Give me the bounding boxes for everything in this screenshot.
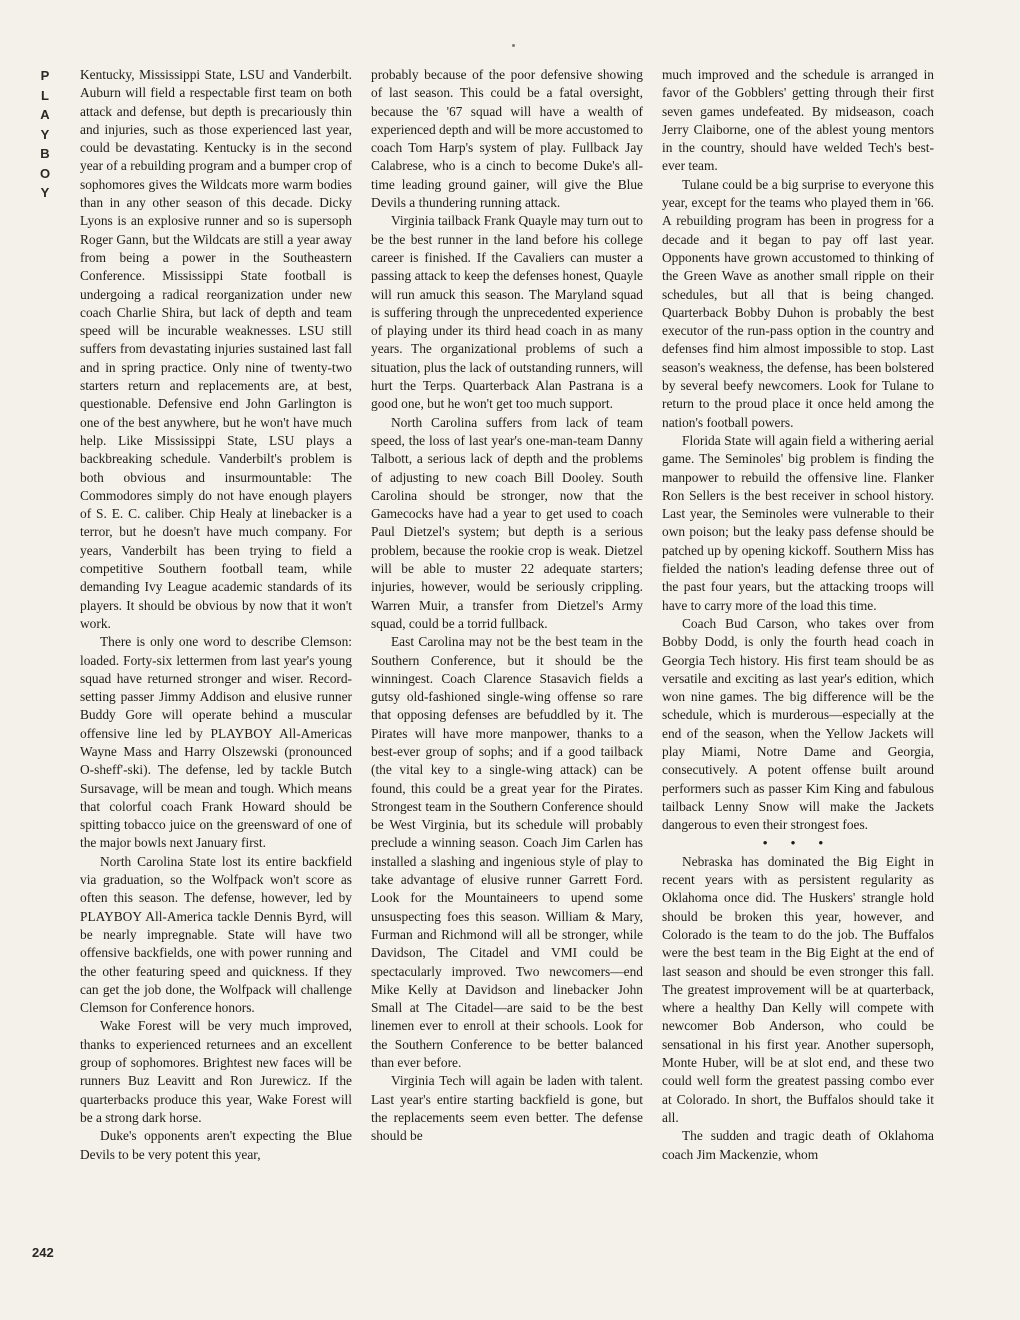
text-column-1: [80, 66, 352, 1266]
text-column-2: [371, 66, 643, 1266]
paragraph: North Carolina suffers from lack of team speed, the loss of last year's one-man-team Danny Talbott, a serious lack of depth and the problems of adjusting to new coach Bill Dooley. South Carolina should be stronger, now that the Gamecocks have had a year to get used to coach Paul Dietzel's system; but depth is a serious problem, because the rookie crop is weak. Dietzel will be able to muster 22 adequate starters; injuries, however, would be seriously crippling. Warren Muir, a transfer from Dietzel's Army squad, could be a torrid fullback.: [371, 414, 643, 631]
paragraph: Coach Bud Carson, who takes over from Bobby Dodd, is only the fourth head coach in Georgia Tech history. His first team should be as versatile and exciting as last year's edition, which won nine games. The big difference will be the schedule, which is murderous—especially at the end of the season, when the Yellow Jackets will play Miami, Notre Dame and Georgia, consecutively. A potent offense built around performers such as passer Kim King and fabulous tailback Lenny Snow will make the Jackets dangerous to even their strongest foes.: [662, 615, 934, 833]
masthead-letter: P: [40, 68, 50, 83]
paragraph: Florida State will again field a withering aerial game. The Seminoles' big problem is finding the manpower to rebuild the offensive line. Flanker Ron Sellers is the best receiver in school history. Last year, the Seminoles were vulnerable to their own poison; but the leaky pass defense should be patched up by opening kickoff. Southern Miss has fielded the nation's leading defense three out of the past four years, but the attacking troops will have to carry more of the load this time.: [662, 432, 934, 613]
masthead-letter: Y: [40, 126, 50, 142]
paragraph: Wake Forest will be very much improved, thanks to experienced returnees and an excellent group of sophomores. Brightest new faces will be runners Buz Leavitt and Ron Jurewicz. If the quarterbacks produce this year, Wake Forest will be a strong dark horse.: [80, 1018, 352, 1125]
section-separator: • • •: [762, 835, 834, 851]
paragraph: Kentucky, Mississippi State, LSU and Vanderbilt. Auburn will field a respectable first team on both attack and defense, but depth is precariously thin and injuries, such as those experienced last year, could be devastating. Kentucky is in the second year of a rebuilding program and a bumper crop of sophomores gives the Wildcats more warm bodies than in any other season of this decade. Dicky Lyons is an explosive runner and so is supersoph Roger Gann, but the Wildcats are still a year away from being a power in the Southeastern Conference. Mississippi State football is undergoing a radical reorganization under new coach Charlie Shira, but lack of depth and team speed will be incurable weaknesses. LSU still suffers from devastating injuries sustained last fall and in spring practice. Only nine of twenty-two starters return and replacements are, at best, questionable. Defensive end John Garlington is one of the best anywhere, but he won't have much help. Like Mississippi State, LSU plays a backbreaking schedule. Vanderbilt's problem is both obvious and insurmountable: The Commodores simply do not have enough players of S. E. C. caliber. Chip Healy at linebacker is a terror, but he doesn't have much company. For years, Vanderbilt has been trying to field a competitive Southern football team, while demanding Ivy League academic standards of its players. It should be obvious by now that it won't work.: [80, 67, 352, 631]
paragraph: There is only one word to describe Clemson: loaded. Forty-six lettermen from last year's young squad have returned stronger and wiser. Record-setting passer Jimmy Addison and elusive runner Buddy Gore will operate behind a muscular offensive line led by PLAYBOY All-Americas Wayne Mass and Harry Olszewski (pronounced O-sheff'-ski). The defense, led by tackle Butch Sursavage, will be mean and tough. Which means that colorful coach Frank Howard should be spitting tobacco juice on the greensward of one of the major bowls next January first.: [80, 634, 352, 851]
text-column-3: [662, 66, 934, 1266]
masthead-letter: Y: [40, 185, 50, 200]
paragraph: Nebraska has dominated the Big Eight in recent years with as persistent regularity as Oklahoma once did. The Huskers' strangle hold should be broken this year, however, and Colorado is the team to do the job. The Buffalos were the best team in the Big Eight at the end of last season and should be even stronger this fall. The greatest improvement will be at quarterback, where a healthy Dan Kelly will compete with newcomer Bob Anderson, who could be sensational in his first year. Another supersoph, Monte Huber, will be at slot end, and these two could well form the greatest passing combo ever at Colorado. In short, the Buffalos should take it all.: [662, 853, 934, 1125]
paragraph: Virginia Tech will again be laden with talent. Last year's entire starting backfield is gone, but the replacements seem even better. The defense should be: [371, 1073, 643, 1144]
masthead-vertical: [34, 66, 56, 203]
paragraph: Duke's opponents aren't expecting the Blue Devils to be very potent this year,: [80, 1128, 352, 1162]
paragraph: Virginia tailback Frank Quayle may turn out to be the best runner in the land before his college career is finished. If the Cavaliers can muster a passing attack to keep the defenses honest, Quayle will run amuck this season. The Maryland squad is suffering through the unprecedented experience of playing under its third head coach in as many years. The organizational problems of such a situation, plus the lack of outstanding runners, will hurt the Terps. Quarterback Alan Pastrana is a good one, but he won't get too much support.: [371, 213, 643, 412]
paragraph: probably because of the poor defensive showing of last season. This could be a fatal oversight, because the '67 squad will have a wealth of experienced depth and will be more accustomed to coach Tom Harp's system of play. Fullback Jay Calabrese, who is a cinch to become Duke's all-time leading ground gainer, will give the Blue Devils a thundering running attack.: [371, 67, 643, 211]
masthead-letter: B: [40, 146, 50, 161]
paragraph: The sudden and tragic death of Oklahoma coach Jim Mackenzie, whom: [662, 1128, 934, 1162]
top-dot: [512, 44, 515, 47]
paragraph: Tulane could be a big surprise to everyone this year, except for the teams who played them in '66. A rebuilding program has been in progress for a decade and it began to pay off last year. Opponents have grown accustomed to thinking of the Green Wave as another small ripple on their schedules, but all that is being changed. Quarterback Bobby Duhon is probably the best executor of the run-pass option in the country and defenses find him almost impossible to stop. Last season's weakness, the defense, has been bolstered by several beefy newcomers. Look for Tulane to return to the proud place it once held among the nation's football powers.: [662, 176, 934, 430]
page-number: 242: [32, 1245, 54, 1260]
masthead-letter: A: [40, 107, 50, 122]
masthead-letter: O: [39, 165, 51, 181]
masthead-letter: L: [41, 87, 49, 103]
paragraph: North Carolina State lost its entire backfield via graduation, so the Wolfpack won't score as often this season. The defense, however, led by PLAYBOY All-America tackle Dennis Byrd, will be nearly impregnable. State will have two offensive backfields, one with power running and the other featuring speed and quickness. If they can get the job done, the Wolfpack will challenge Clemson for Conference honors.: [80, 853, 352, 1016]
paragraph: East Carolina may not be the best team in the Southern Conference, but it should be the winningest. Coach Clarence Stasavich fields a gutsy old-fashioned single-wing offense so rare that opposing defenses are befuddled by it. The Pirates will have more manpower, thanks to a best-ever group of sophs; and if a good tailback (the vital key to a single-wing attack) can be found, this could be a great year for the Pirates. Strongest team in the Southern Conference should be West Virginia, but its schedule will probably preclude a winning season. Coach Jim Carlen has installed a slashing and ingenious style of play to take advantage of elusive runner Garrett Ford. Look for the Mountaineers to upend some unsuspecting foes this season. William & Mary, Furman and Richmond will all be stronger, while Davidson, The Citadel and VMI could be spectacularly improved. Two newcomers—end Mike Kelly at Davidson and linebacker John Small at The Citadel—are said to be the best linemen ever to enroll at their schools. Look for the Southern Conference to be better balanced than ever before.: [371, 634, 643, 1071]
paragraph: much improved and the schedule is arranged in favor of the Gobblers' getting through their first seven games undefeated. By midseason, coach Jerry Claiborne, one of the ablest young mentors in the country, should have welded Tech's best-ever team.: [662, 67, 934, 174]
